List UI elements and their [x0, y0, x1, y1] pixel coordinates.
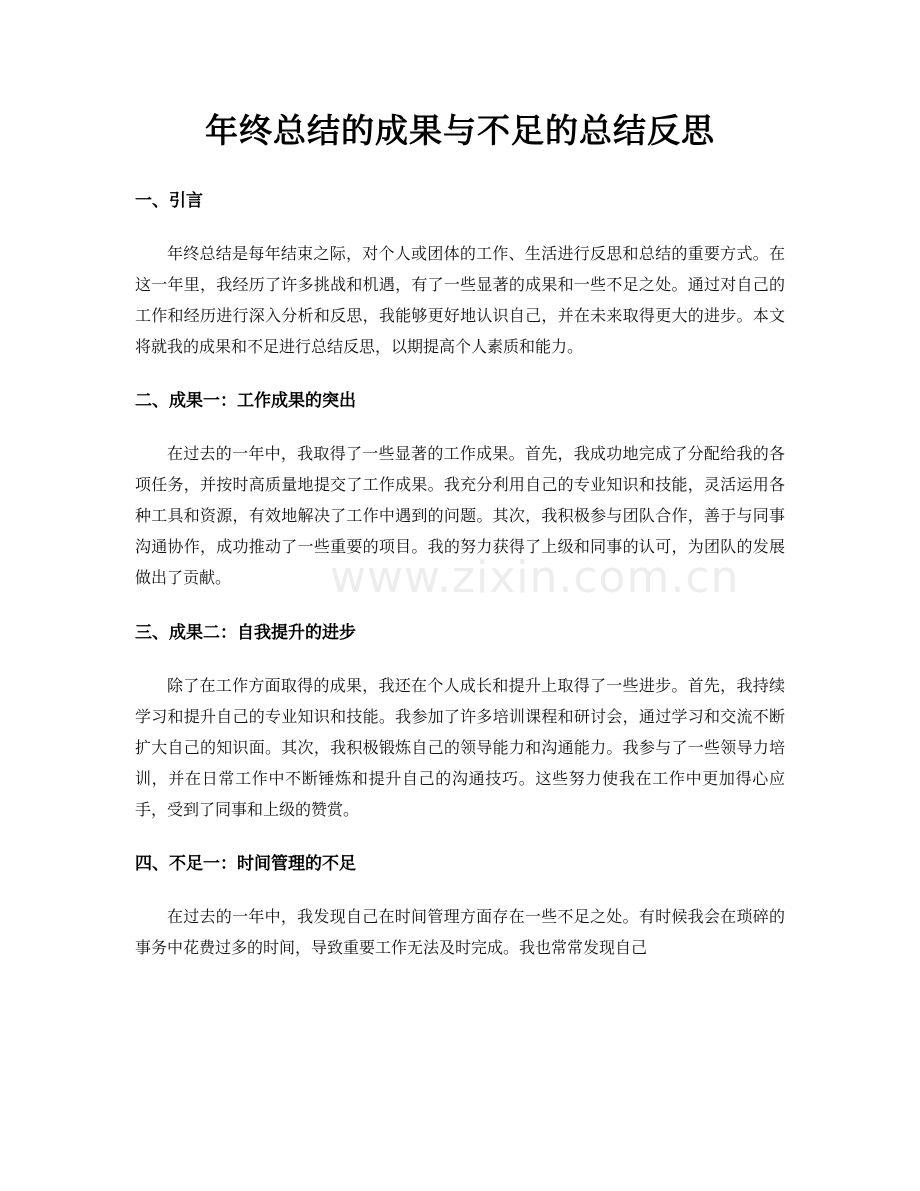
- section-heading-introduction: 一、引言: [135, 191, 203, 211]
- section-heading-achievement-growth: 三、成果二：自我提升的进步: [135, 623, 356, 643]
- section-paragraph-introduction: 年终总结是每年结束之际，对个人或团体的工作、生活进行反思和总结的重要方式。在这一年里，我经历了许多挑战和机遇，有了一些显著的成果和一些不足之处。通过对自己的工作和经历进行深入分析和反思，我能够更好地认识自己，并在未来取得更大的进步。本文将就我的成果和不足进行总结反思，以期提高个人素质和能力。: [135, 244, 785, 356]
- section-paragraph-shortcoming-time: 在过去的一年中，我发现自己在时间管理方面存在一些不足之处。有时候我会在琐碎的事务中花费过多的时间，导致重要工作无法及时完成。我也常常发现自己: [135, 907, 785, 957]
- section-paragraph-achievement-growth: 除了在工作方面取得的成果，我还在个人成长和提升上取得了一些进步。首先，我持续学习和提升自己的专业知识和技能。我参加了许多培训课程和研讨会，通过学习和交流不断扩大自己的知识面。其次，我积极锻炼自己的领导能力和沟通能力。我参与了一些领导力培训，并在日常工作中不断锤炼和提升自己的沟通技巧。这些努力使我在工作中更加得心应手，受到了同事和上级的赞赏。: [135, 676, 785, 819]
- section-heading-achievement-work: 二、成果一：工作成果的突出: [135, 391, 356, 411]
- section-paragraph-achievement-work: 在过去的一年中，我取得了一些显著的工作成果。首先，我成功地完成了分配给我的各项任务，并按时高质量地提交了工作成果。我充分利用自己的专业知识和技能，灵活运用各种工具和资源，有效地解决了工作中遇到的问题。其次，我积极参与团队合作，善于与同事沟通协作，成功推动了一些重要的项目。我的努力获得了上级和同事的认可，为团队的发展做出了贡献。: [135, 444, 785, 587]
- document-title: 年终总结的成果与不足的总结反思: [205, 111, 715, 150]
- watermark: www.zixin.com.cn: [330, 552, 740, 603]
- section-heading-shortcoming-time: 四、不足一：时间管理的不足: [135, 854, 356, 874]
- document-body: [135, 185, 785, 963]
